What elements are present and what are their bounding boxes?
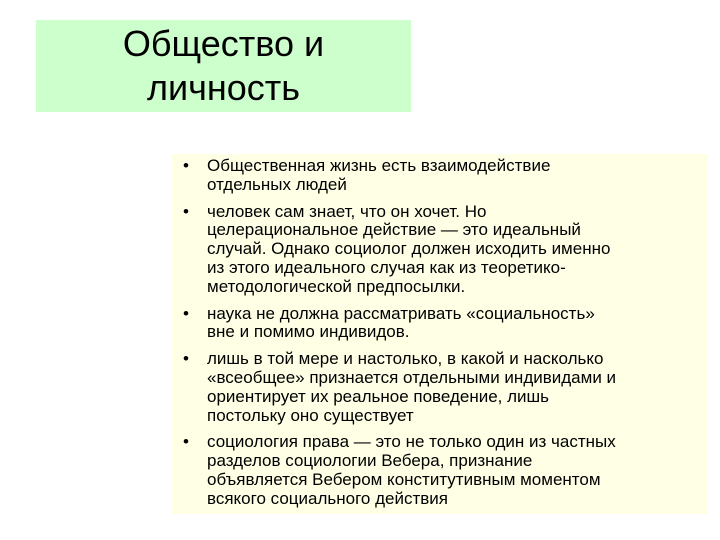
title-line-1: Общество и	[122, 23, 325, 64]
title-box	[36, 20, 411, 112]
bullet-item-3	[172, 305, 708, 343]
bullet-line: ориентирует их реальное поведение, лишь	[207, 386, 550, 406]
bullet-line: отдельных людей	[207, 174, 347, 194]
title-line-2: личность	[146, 67, 301, 108]
content-box	[172, 154, 708, 514]
bullet-line: наука не должна рассматривать «социальность»	[207, 303, 595, 323]
bullet-icon: •	[183, 156, 189, 175]
bullet-list	[172, 154, 708, 509]
bullet-icon: •	[183, 303, 189, 323]
bullet-line: «всеобщее» признается отдельными индивидами и	[207, 367, 617, 387]
bullet-line: всякого социального действия	[207, 488, 448, 508]
bullet-line: методологической предпосылки.	[207, 276, 466, 296]
bullet-line: Общественная жизнь есть взаимодействие	[207, 156, 551, 175]
bullet-line: объявляется Вебером конститутивным моментом	[207, 469, 601, 489]
bullet-icon: •	[183, 201, 189, 221]
bullet-line: разделов социологии Вебера, признание	[207, 451, 533, 471]
slide-title	[36, 22, 411, 110]
bullet-item-2	[172, 203, 708, 297]
bullet-icon: •	[183, 349, 189, 369]
bullet-item-5	[172, 433, 708, 508]
bullet-line: целерациональное действие — это идеальный	[207, 220, 581, 240]
bullet-item-1	[172, 157, 708, 195]
bullet-line: вне и помимо индивидов.	[207, 322, 410, 342]
bullet-line: лишь в той мере и настолько, в какой и насколько	[207, 349, 604, 369]
bullet-line: постольку оно существует	[207, 405, 414, 425]
bullet-icon: •	[183, 432, 189, 452]
bullet-item-4	[172, 350, 708, 425]
bullet-line: социология права — это не только один из частных	[207, 432, 616, 452]
bullet-line: случай. Однако социолог должен исходить именно	[207, 239, 611, 259]
bullet-line: из этого идеального случая как из теоретико-	[207, 257, 566, 277]
bullet-line: человек сам знает, что он хочет. Но	[207, 201, 487, 221]
